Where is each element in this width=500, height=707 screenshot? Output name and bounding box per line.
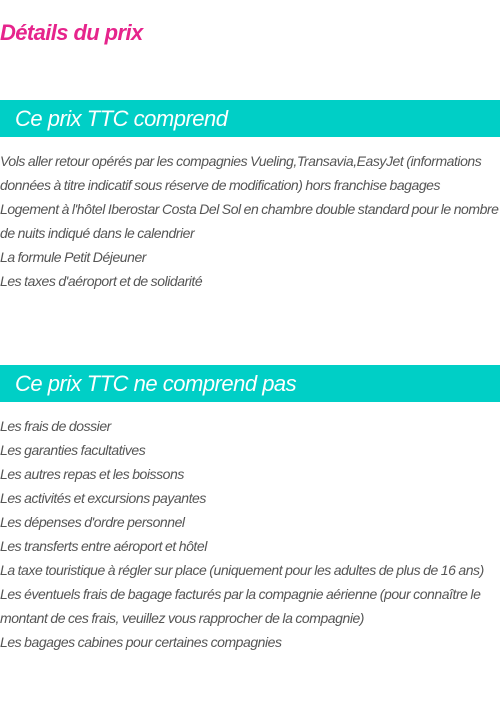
included-item: La formule Petit Déjeuner (0, 249, 147, 265)
excluded-item: Les bagages cabines pour certaines compagnies (0, 634, 282, 650)
excluded-list (0, 414, 500, 654)
excluded-heading: Ce prix TTC ne comprend pas (0, 365, 500, 402)
excluded-item: Les garanties facultatives (0, 442, 146, 458)
included-item: Les taxes d'aéroport et de solidarité (0, 273, 203, 289)
page-title: Détails du prix (0, 20, 143, 45)
excluded-section (0, 365, 500, 654)
excluded-item: Les frais de dossier (0, 418, 111, 434)
excluded-item: Les activités et excursions payantes (0, 490, 206, 506)
excluded-item: Les dépenses d'ordre personnel (0, 514, 185, 530)
included-section (0, 100, 500, 293)
included-list (0, 149, 500, 293)
excluded-item: Les autres repas et les boissons (0, 466, 184, 482)
included-heading: Ce prix TTC comprend (0, 100, 500, 137)
excluded-item: La taxe touristique à régler sur place (uniquement pour les adultes de plus de 16 ans) (0, 562, 484, 578)
excluded-item: Les transferts entre aéroport et hôtel (0, 538, 207, 554)
included-item: Logement à l'hôtel Iberostar Costa Del Sol en chambre double standard pour le nombre de nuits indiqué dans le calendrier (0, 201, 499, 241)
included-item: Vols aller retour opérés par les compagnies Vueling,Transavia,EasyJet (informations données à titre indicatif sous réserve de modification) hors franchise bagages (0, 153, 482, 193)
excluded-item: Les éventuels frais de bagage facturés par la compagnie aérienne (pour connaître le montant de ces frais, veuillez vous rapprocher de la compagnie) (0, 586, 481, 626)
